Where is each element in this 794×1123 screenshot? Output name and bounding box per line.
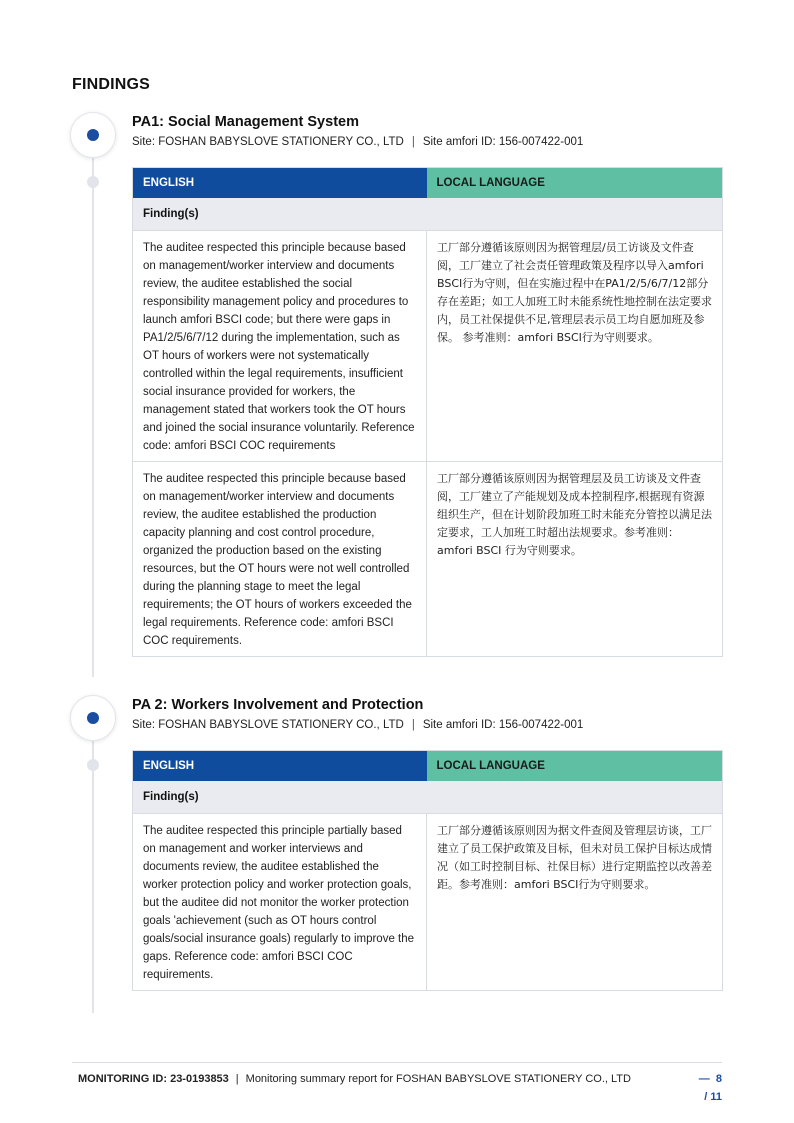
timeline-dot	[87, 759, 99, 771]
finding-local-text: 工厂部分遵循该原则因为据文件查阅及管理层访谈，工厂建立了员工保护政策及目标，但未对员工保护目标达成情况（如工时控制目标、社保目标）进行定期监控以改善差距。参考准则：amfori BSCI行为守则要求。	[427, 814, 723, 991]
finding-english-text: The auditee respected this principle partially based on management and worker interviews and documents review, the auditee established the worker protection policy and worker protection goals, but the auditee did not monitor the worker protection goals 'achievement (such as OT hours control goals/social insurance goals) regularly to improve the gaps. Reference code: amfori BSCI COC requirements.	[133, 814, 427, 991]
section-bullet-icon	[70, 695, 116, 741]
section-title: PA1: Social Management System	[132, 114, 359, 130]
page-total: / 11	[704, 1091, 722, 1103]
section-bullet-icon	[70, 112, 116, 158]
site-amfori-id: Site amfori ID: 156-007422-001	[422, 719, 584, 731]
header-english: ENGLISH	[133, 751, 427, 782]
header-local-language: LOCAL LANGUAGE	[427, 751, 723, 782]
findings-label: Finding(s)	[133, 198, 723, 231]
page-footer: MONITORING ID: 23-0193853 | Monitoring summary report for FOSHAN BABYSLOVE STATIONERY CO., LTD — 8 / 11	[78, 1073, 722, 1103]
site-name: Site: FOSHAN BABYSLOVE STATIONERY CO., LTD	[132, 136, 404, 148]
table-row	[133, 231, 723, 462]
site-info: Site: FOSHAN BABYSLOVE STATIONERY CO., LTD | Site amfori ID: 156-007422-001	[132, 719, 584, 731]
finding-local-text: 工厂部分遵循该原则因为据管理层/员工访谈及文件查阅，工厂建立了社会责任管理政策及程序以导入amfori BSCI行为守则，但在实施过程中在PA1/2/5/6/7/12部分存在差距；如工人加班工时未能系统性地控制在法定要求内，员工社保提供不足,管理层表示员工均自愿加班及参保。 参考准则：amfori BSCI行为守则要求。	[427, 231, 723, 462]
timeline-line	[92, 150, 94, 677]
table-row	[133, 462, 723, 657]
footer-divider	[72, 1062, 722, 1063]
table-row	[133, 814, 723, 991]
finding-english-text: The auditee respected this principle because based on management/worker interview and documents review, the auditee established the production capacity planning and cost control procedure, organized the production based on the existing resources, but the OT hours were not well controlled during the planning stage to meet the legal requirements; the OT hours of workers exceeded the legal requirements. Reference code: amfori BSCI COC requirements.	[133, 462, 427, 657]
timeline-line	[92, 735, 94, 1013]
header-english: ENGLISH	[133, 168, 427, 199]
footer-dash: —	[698, 1073, 710, 1085]
findings-label: Finding(s)	[133, 781, 723, 814]
page-number: 8	[715, 1073, 722, 1085]
monitoring-id: MONITORING ID: 23-0193853	[78, 1073, 229, 1085]
finding-local-text: 工厂部分遵循该原则因为据管理层及员工访谈及文件查阅，工厂建立了产能规划及成本控制程序,根据现有资源组织生产，但在计划阶段加班工时未能充分管控以满足法定要求，工人加班工时超出法规要求。参考准则：amfori BSCI 行为守则要求。	[427, 462, 723, 657]
page-title: FINDINGS	[72, 76, 151, 93]
timeline-dot	[87, 176, 99, 188]
header-local-language: LOCAL LANGUAGE	[427, 168, 723, 199]
report-label: Monitoring summary report for FOSHAN BABYSLOVE STATIONERY CO., LTD	[245, 1073, 631, 1085]
findings-table	[132, 167, 723, 657]
site-info: Site: FOSHAN BABYSLOVE STATIONERY CO., LTD | Site amfori ID: 156-007422-001	[132, 136, 584, 148]
site-amfori-id: Site amfori ID: 156-007422-001	[422, 136, 584, 148]
finding-english-text: The auditee respected this principle because based on management/worker interview and documents review, the auditee established the social responsibility management policy and procedures to launch amfori BSCI code; but there were gaps in PA1/2/5/6/7/12 during the implementation, such as OT hours of workers were not systematically controlled within the legal requirements, insufficient social insurance provided for workers, the management stated that workers took the OT hours and joined the social insurance voluntarily. Reference code: amfori BSCI COC requirements	[133, 231, 427, 462]
site-name: Site: FOSHAN BABYSLOVE STATIONERY CO., LTD	[132, 719, 404, 731]
findings-table	[132, 750, 723, 991]
section-title: PA 2: Workers Involvement and Protection	[132, 697, 424, 713]
